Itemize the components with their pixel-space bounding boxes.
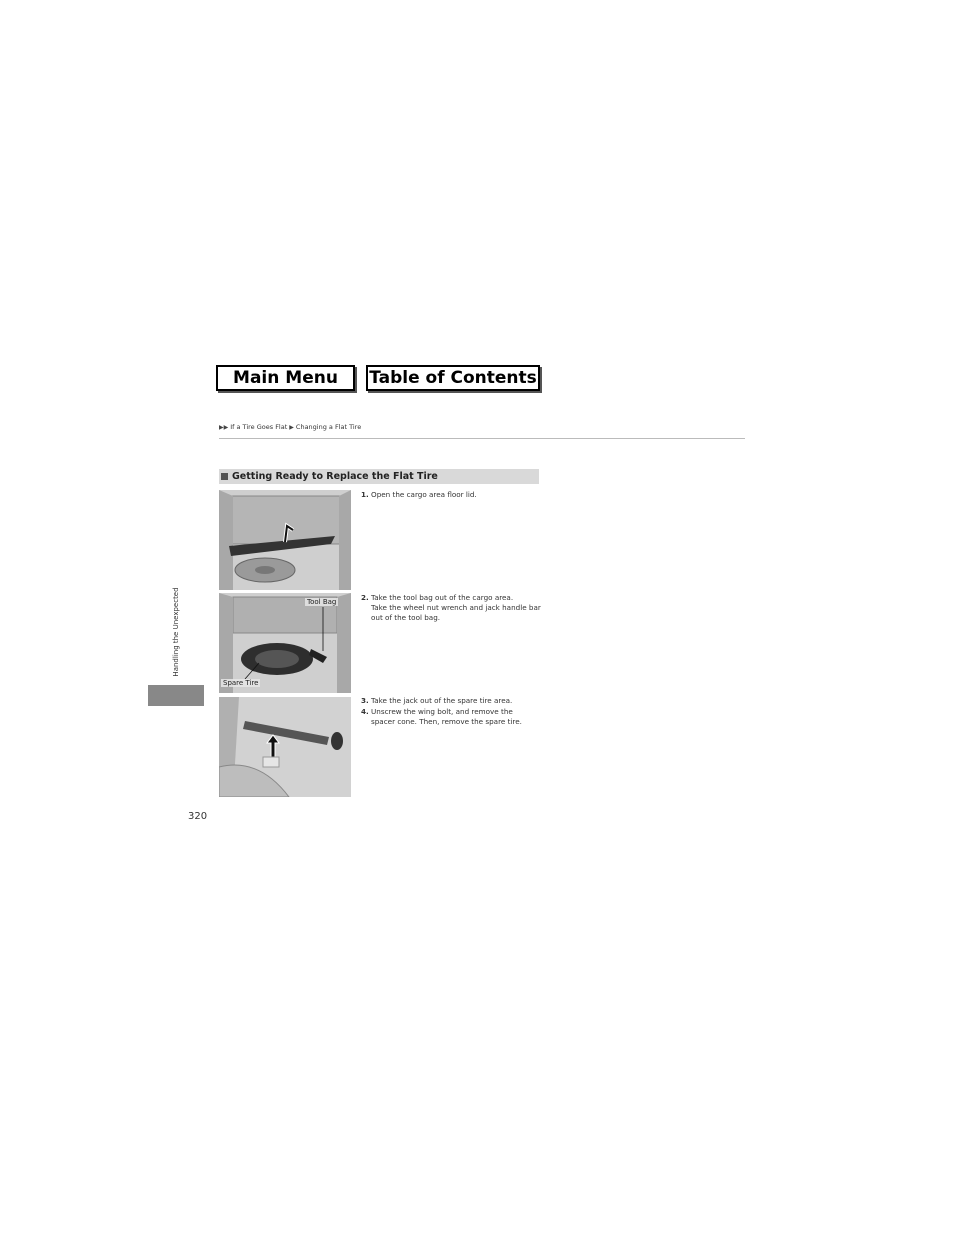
step-4 [361, 707, 541, 727]
spare-tire-callout: Spare Tire [223, 679, 259, 687]
step-1 [361, 490, 541, 500]
step-subtext: spacer cone. Then, remove the spare tire. [371, 717, 522, 726]
table-of-contents-button[interactable]: Table of Contents [366, 365, 540, 391]
step-number: 2. [361, 593, 369, 602]
side-tab-marker [148, 685, 204, 706]
step-text: Take the tool bag out of the cargo area. [371, 593, 514, 602]
breadcrumb-item[interactable]: Changing a Flat Tire [295, 423, 362, 431]
page-number: 320 [188, 811, 208, 822]
step-subtext: Take the wheel nut wrench and jack handle bar out of the tool bag. [371, 603, 541, 622]
breadcrumb [219, 423, 361, 431]
header-divider [219, 438, 745, 439]
side-tab-label: Handling the Unexpected [172, 587, 180, 677]
square-bullet-icon [221, 473, 228, 480]
breadcrumb-arrow-icon: ▶▶ [219, 423, 229, 431]
breadcrumb-arrow-icon: ▶ [289, 423, 294, 431]
step-3 [361, 696, 541, 706]
step-number: 1. [361, 490, 369, 499]
step-text: Take the jack out of the spare tire area. [371, 696, 513, 705]
main-menu-button[interactable]: Main Menu [216, 365, 355, 391]
breadcrumb-item[interactable]: If a Tire Goes Flat [230, 423, 288, 431]
cargo-floor-lid-illustration [219, 490, 351, 590]
jack-removal-illustration [219, 697, 351, 797]
step-number: 3. [361, 696, 369, 705]
tool-bag-callout: Tool Bag [307, 598, 337, 606]
step-2 [361, 593, 541, 623]
step-text: Open the cargo area floor lid. [371, 490, 477, 499]
section-heading [219, 469, 539, 484]
section-title: Getting Ready to Replace the Flat Tire [232, 471, 438, 482]
step-number: 4. [361, 707, 369, 716]
tool-bag-illustration [219, 593, 351, 693]
step-text: Unscrew the wing bolt, and remove the [371, 707, 513, 716]
